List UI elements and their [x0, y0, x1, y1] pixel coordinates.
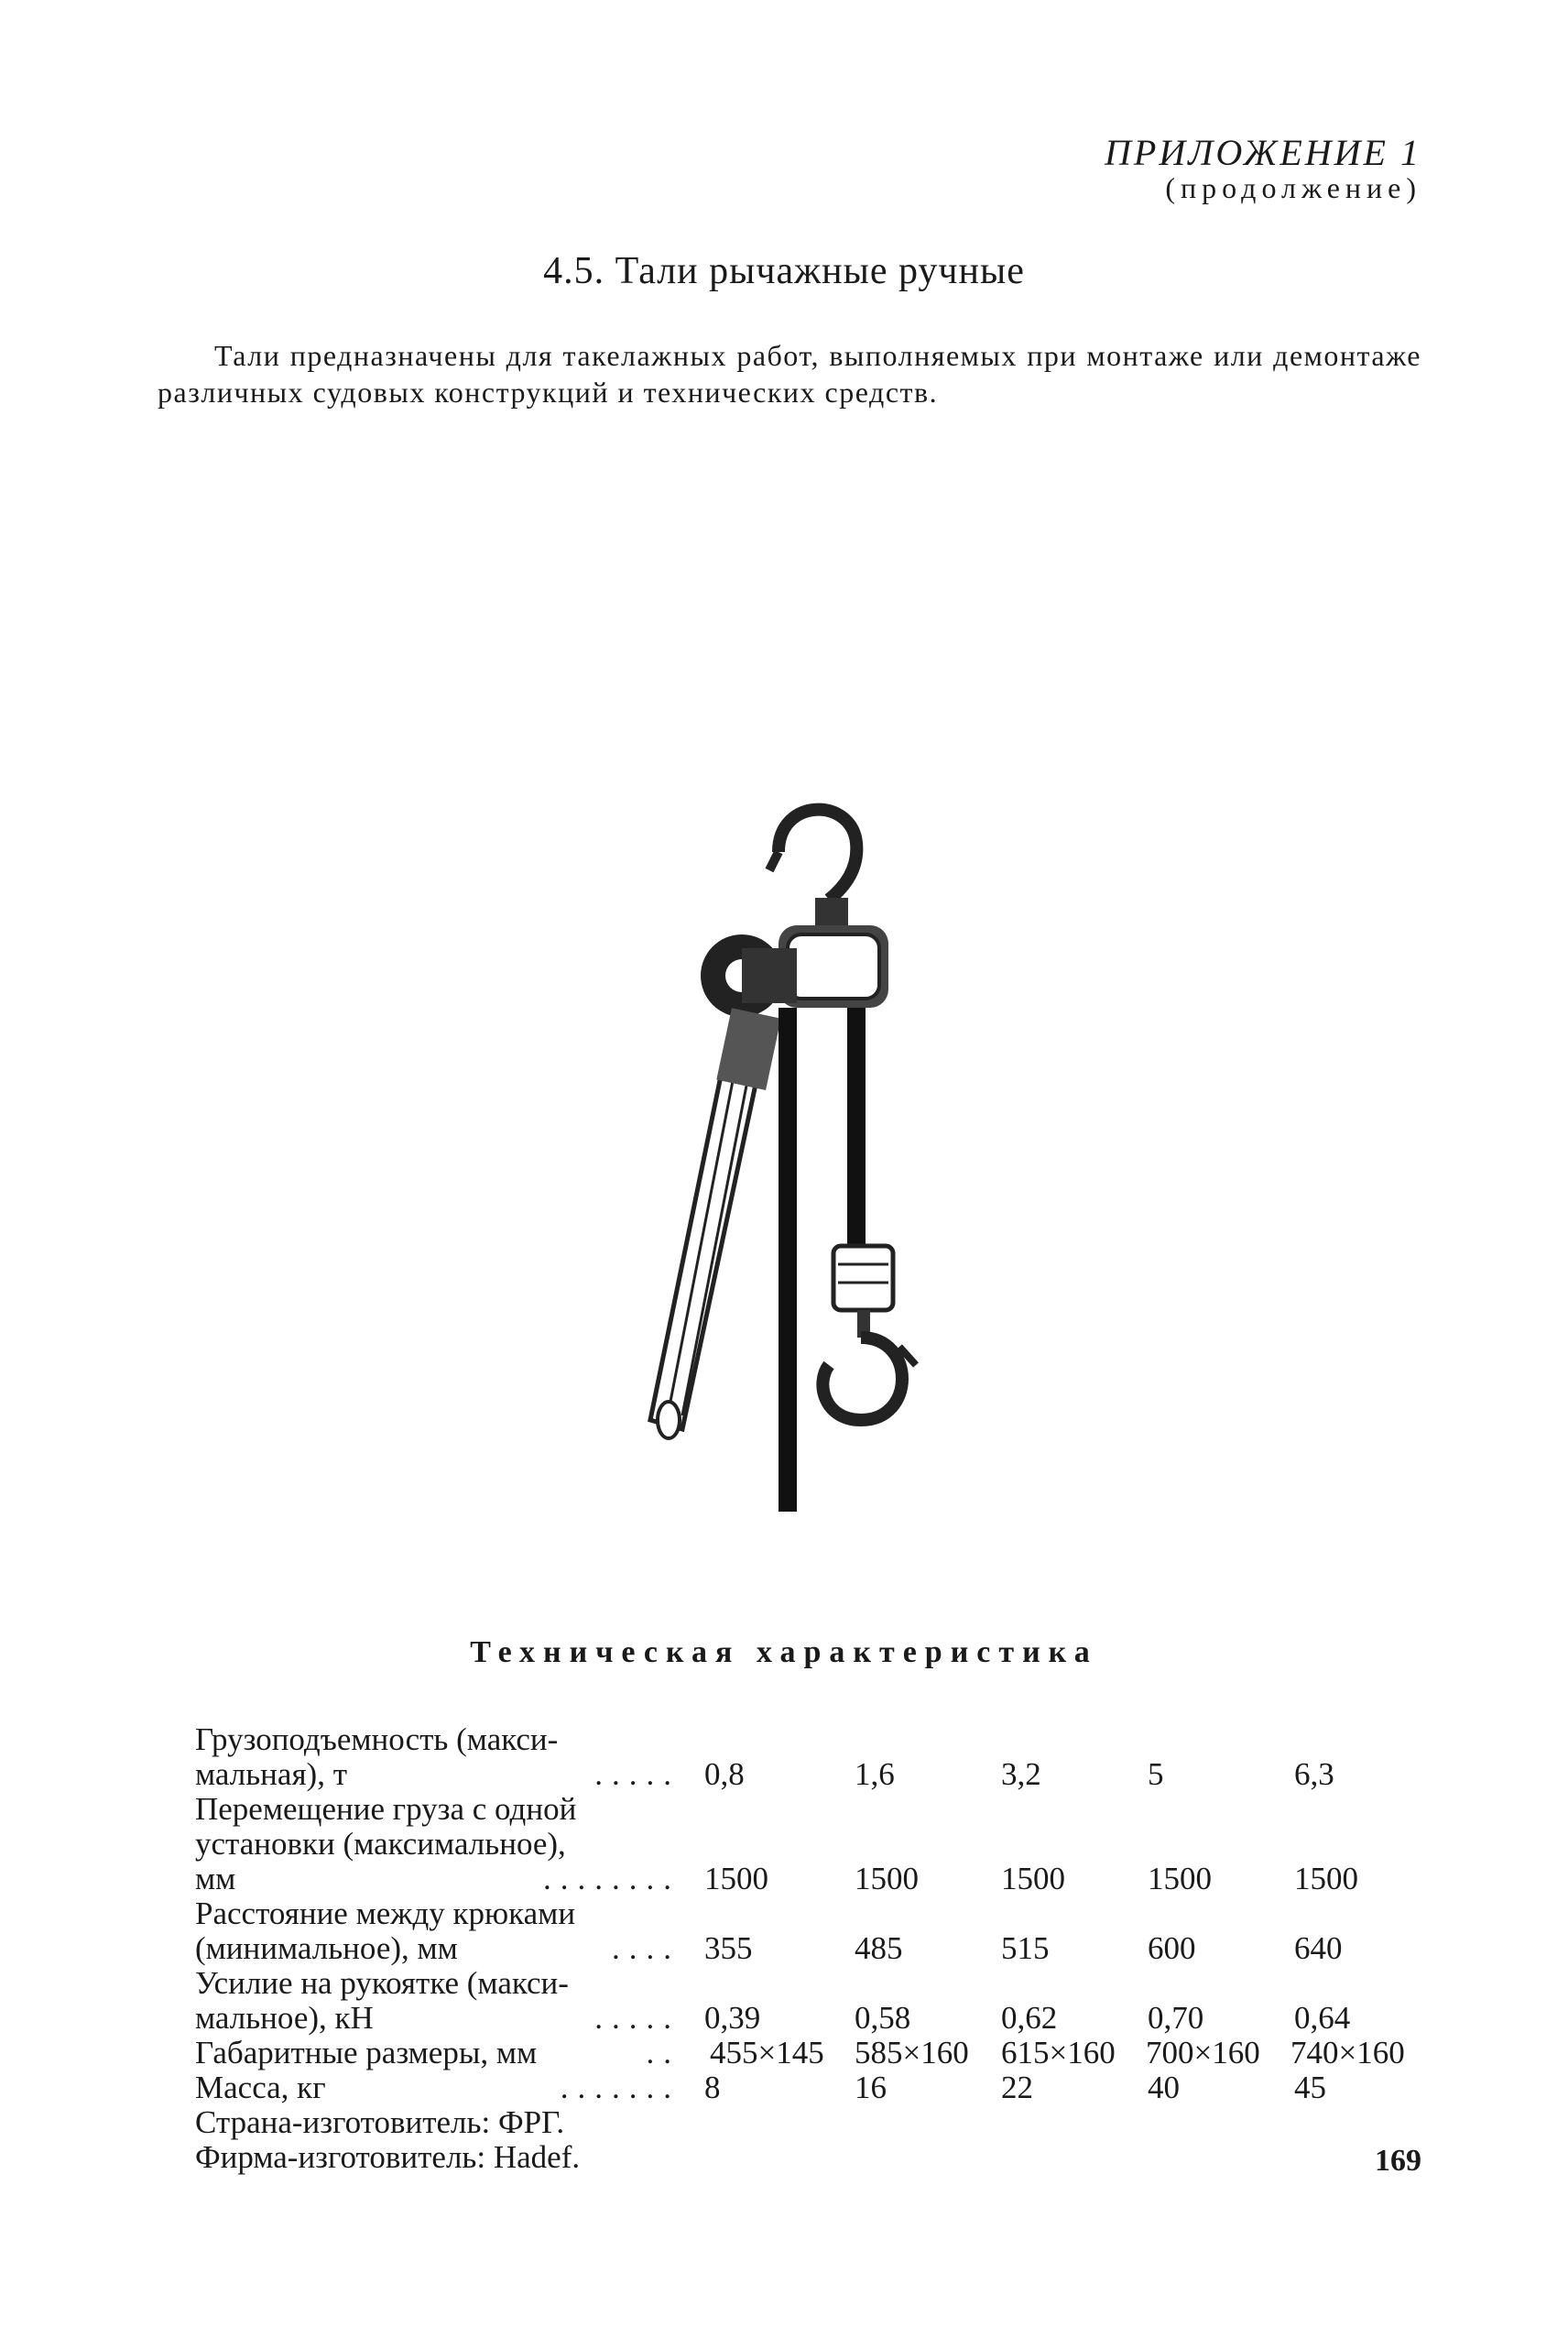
row-label-line: Грузоподъемность (макси-: [195, 1721, 559, 1757]
table-cell: 16: [855, 2070, 887, 2105]
section-title: 4.5. Тали рычажные ручные: [543, 250, 1025, 292]
manufacturer-firm: Фирма-изготовитель: Hadef.: [195, 2139, 581, 2175]
table-row: [195, 2036, 1441, 2070]
row-label: Усилие на рукоятке (макси- мальное), кН .....: [195, 1965, 681, 2036]
table-cell: 0,64: [1294, 2000, 1351, 2036]
row-label-line: Масса, кг: [195, 2070, 326, 2105]
table-row: [195, 1896, 1441, 1966]
table-cell: 1500: [1001, 1861, 1065, 1896]
table-cell: 600: [1148, 1930, 1196, 1966]
table-cell: 0,62: [1001, 2000, 1058, 2036]
table-cell: 355: [704, 1930, 753, 1966]
row-label-line: Усилие на рукоятке (макси-: [195, 1965, 569, 2001]
lever-hoist-illustration: [641, 788, 971, 1512]
row-label-line: Габаритные размеры, мм: [195, 2035, 538, 2070]
table-cell: 0,8: [704, 1756, 745, 1792]
table-cell: 0,58: [855, 2000, 911, 2036]
specifications-table: [195, 1722, 1441, 2175]
table-row: [195, 2070, 1441, 2105]
table-row: [195, 1722, 1441, 1792]
table-cell: 5: [1148, 1756, 1164, 1792]
table-cell: 640: [1294, 1930, 1343, 1966]
manufacturer-country: Страна-изготовитель: ФРГ.: [195, 2104, 565, 2140]
table-cell: 740×160: [1290, 2035, 1405, 2070]
appendix-continuation: (продолжение): [1165, 171, 1421, 204]
table-cell: 1500: [1148, 1861, 1212, 1896]
table-cell: 615×160: [1001, 2035, 1116, 2070]
table-cell: 45: [1294, 2070, 1326, 2105]
intro-paragraph: Тали предназначены для такелажных работ, выполняемых при монтаже или демонтаже различных судовых конструкций и технических средств.: [158, 339, 1421, 409]
table-cell: 1500: [704, 1861, 768, 1896]
row-label-line: установки (максимальное),: [195, 1826, 566, 1862]
row-label-line: мальное), кН: [195, 2000, 374, 2036]
row-label-line: мм: [195, 1861, 236, 1896]
row-label-line: (минимальное), мм: [195, 1930, 458, 1966]
row-label-line: Расстояние между крюками: [195, 1895, 576, 1931]
table-row: [195, 1792, 1441, 1896]
table-cell: 515: [1001, 1930, 1050, 1966]
table-cell: 1,6: [855, 1756, 895, 1792]
row-label: Масса, кг .......: [195, 2070, 681, 2105]
row-label: Грузоподъемность (макси- мальная), т .....: [195, 1721, 681, 1792]
table-row: [195, 1966, 1441, 2036]
table-caption: Техническая характеристика: [470, 1635, 1098, 1669]
row-label: Перемещение груза с одной установки (максимальное), мм ........: [195, 1791, 681, 1896]
table-cell: 1500: [1294, 1861, 1358, 1896]
table-cell: 485: [855, 1930, 903, 1966]
row-label: Габаритные размеры, мм ..: [195, 2035, 681, 2070]
table-cell: 40: [1148, 2070, 1180, 2105]
row-label-line: Перемещение груза с одной: [195, 1791, 577, 1827]
table-cell: 0,39: [704, 2000, 761, 2036]
table-cell: 1500: [855, 1861, 919, 1896]
table-cell: 455×145: [710, 2035, 824, 2070]
table-cell: 700×160: [1146, 2035, 1260, 2070]
table-cell: 585×160: [855, 2035, 969, 2070]
page-number: 169: [1375, 2144, 1421, 2178]
table-cell: 3,2: [1001, 1756, 1041, 1792]
row-label: Расстояние между крюками (минимальное), мм ....: [195, 1895, 681, 1966]
row-label-line: мальная), т: [195, 1756, 347, 1792]
table-cell: 8: [704, 2070, 721, 2105]
table-cell: 22: [1001, 2070, 1033, 2105]
table-cell: 0,70: [1148, 2000, 1204, 2036]
appendix-title: ПРИЛОЖЕНИЕ 1: [1105, 132, 1421, 173]
table-cell: 6,3: [1294, 1756, 1334, 1792]
